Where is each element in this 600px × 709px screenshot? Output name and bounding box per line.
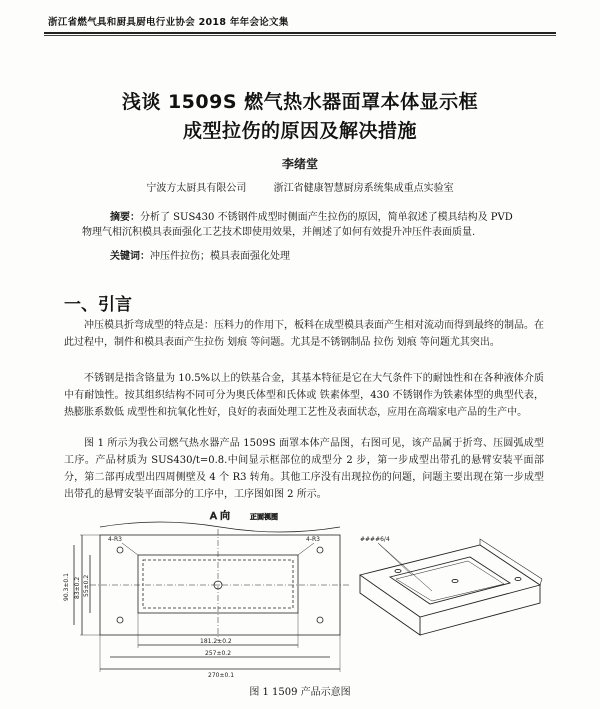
abstract-line-1 (82, 210, 528, 225)
iso-leader-label: ####6/4 (360, 536, 390, 543)
intro-paragraph-3 (64, 435, 544, 503)
dim-overall-width: 270±0.1 (208, 672, 235, 679)
dim-height-outer: 90.3±0.1 (63, 573, 70, 601)
paragraph-text: 图 1 所示为我公司燃气热水器产品 1509S 面罩本体产品图，右图可见，该产品属于折弯、压圆弧成型工序。产品材质为 SUS430/t=0.8.中间显示框部位的成型分 2 步，第一步成型出带孔的悬臂安装平面部分，第二部再成型出四周侧壁及 4 个 R3 转角。其他工序没有出现拉伤的问题，问题主要出现在第一步成型出带孔的悬臂安装平面部分的工序中，工序图如图 2 所示。 (64, 438, 544, 500)
affiliation-lab: 浙江省健康智慧厨房系统集成重点实验室 (273, 183, 454, 194)
paper-title-line2: 成型拉伤的原因及解决措施 (182, 120, 417, 142)
keywords (110, 247, 290, 262)
dim-radius-left: 4-R3 (108, 536, 122, 543)
intro-paragraph-2 (64, 370, 544, 421)
paragraph-text: 不锈钢是指含铬量为 10.5%以上的铁基合金，其基本特征是它在大气条件下的耐蚀性和在各种液体介质中有耐蚀性。按其组织结构不同可分为奥氏体型和氏体或 铁素体型，430 不锈钢作为铁素体型的典型代表，热膨胀系数低 成型性和抗氧化性好，良好的表面处理工艺性及表面状态，应用在高端家电产品的生产中。 (64, 373, 544, 418)
view-label: A 向 (210, 511, 231, 522)
dim-hole-span: 257±0.2 (205, 650, 232, 657)
dim-radius-right: 4-R3 (306, 536, 320, 543)
figure-caption: 图 1 1509 产品示意图 (249, 687, 351, 698)
front-view-drawing (74, 509, 350, 672)
view-label-2: 正面视图 (250, 513, 278, 521)
isometric-view-drawing (360, 539, 542, 635)
abstract (82, 210, 528, 240)
keywords-text: 冲压件拉伤；模具表面强化处理 (150, 251, 290, 262)
product-drawing-figure (60, 505, 550, 680)
abstract-label: 摘要： (110, 212, 140, 223)
section-heading: 一、引言 (64, 295, 132, 315)
header-rule (44, 32, 556, 34)
header-rule-thin (44, 35, 556, 36)
abstract-line-2: 物理气相沉积模具表面强化工艺技术即使用效果，并阐述了如何有效提升冲压件表面质量. (82, 227, 476, 238)
paper-title-line1: 浅谈 1509S 燃气热水器面罩本体显示框 (121, 91, 479, 113)
dim-window-width: 181.2±0.2 (200, 638, 232, 645)
dim-height-mid: 83±0.2 (74, 576, 81, 599)
affiliation (0, 179, 600, 194)
author-name: 李绪堂 (281, 157, 318, 171)
running-header: 浙江省燃气具和厨具厨电行业协会 2018 年年会论文集 (48, 17, 289, 28)
keywords-label: 关键词： (110, 251, 150, 262)
dim-height-window: 55±0.2 (83, 574, 90, 597)
paragraph-text: 冲压模具折弯成型的特点是：压料力的作用下，板料在成型模具表面产生相对流动而得到最终的制品。在此过程中，制件和模具表面产生拉伤 划痕 等问题。尤其是不锈钢制品 拉伤 划痕 等问题尤其突出。 (64, 320, 544, 348)
affiliation-company: 宁波方太厨具有限公司 (146, 183, 247, 194)
intro-paragraph-1 (64, 317, 544, 351)
abstract-text-1: 分析了 SUS430 不锈钢件成型时侧面产生拉伤的原因，简单叙述了模具结构及 PVD (140, 212, 513, 223)
